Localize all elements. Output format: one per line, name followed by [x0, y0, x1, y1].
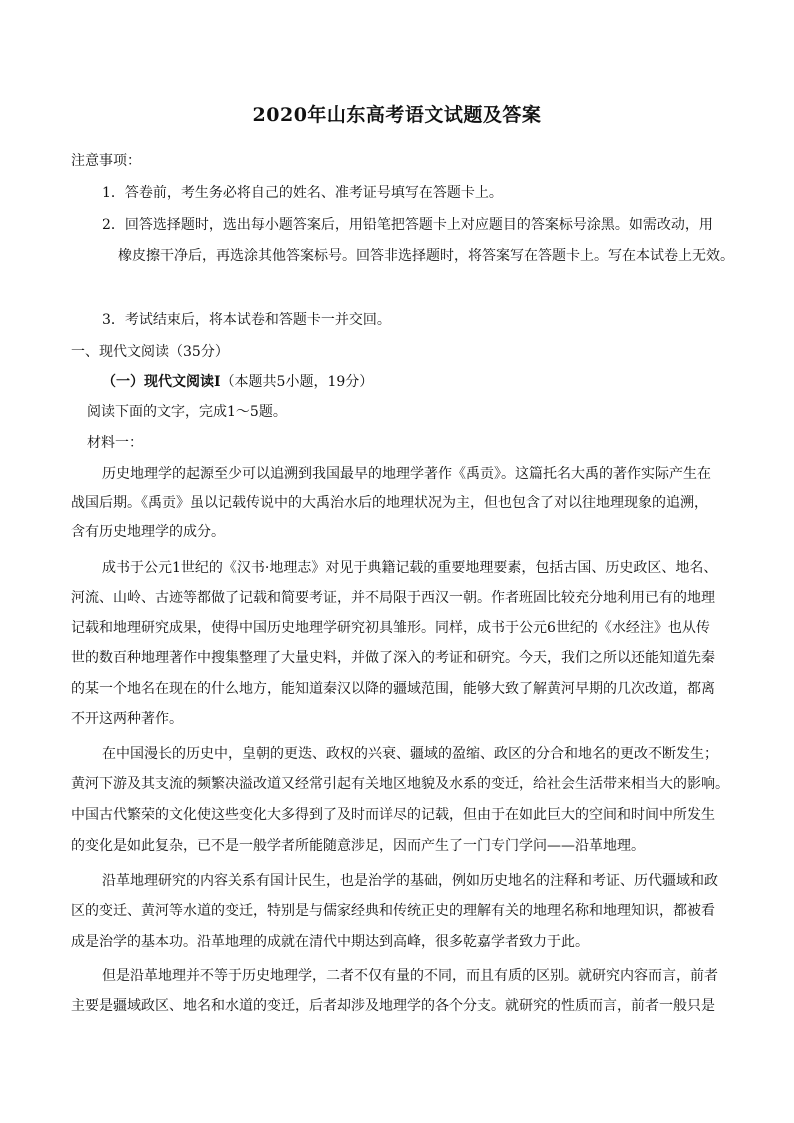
material-label: 材料一： [87, 435, 143, 451]
paragraph-3-line-2: 黄河下游及其支流的频繁决溢改道又经常引起有关地区地貌及水系的变迁，给社会生活带来相当大的影响。 [71, 776, 729, 792]
paragraph-1-line-2: 战国后期。《禹贡》虽以记载传说中的大禹治水后的地理状况为主，但也包含了对以往地理现象的追溯， [71, 495, 708, 511]
reading-instruction: 阅读下面的文字，完成1～5题。 [87, 404, 287, 420]
sub-section-heading [102, 372, 373, 392]
section-heading: 一、现代文阅读（35分） [71, 344, 229, 360]
page-title: 2020年山东高考语文试题及答案 [252, 104, 542, 126]
paragraph-1-line-3: 含有历史地理学的成分。 [71, 524, 225, 540]
sub-section-heading-bold: （一）现代文阅读Ⅰ [102, 374, 221, 390]
notice-heading: 注意事项： [71, 153, 141, 169]
paragraph-4-line-2: 区的变迁、黄河等水道的变迁，特别是与儒家经典和传统正史的理解有关的地理名称和地理知识，都被看 [71, 903, 715, 919]
sub-section-heading-note: （本题共5小题，19分） [220, 374, 374, 390]
paragraph-3-line-3: 中国古代繁荣的文化使这些变化大多得到了及时而详尽的记载，但由于在如此巨大的空间和时间中所发生 [71, 807, 715, 823]
paragraph-2-line-6: 不开这两种著作。 [71, 711, 183, 727]
paragraph-4-line-1: 沿革地理研究的内容关系有国计民生，也是治学的基础，例如历史地名的注释和考证、历代疆域和政 [102, 873, 718, 889]
paragraph-2-line-1: 成书于公元1世纪的《汉书·地理志》对见于典籍记载的重要地理要素，包括古国、历史政区、地名、 [102, 560, 718, 576]
paragraph-3-line-1: 在中国漫长的历史中，皇朝的更迭、政权的兴衰、疆域的盈缩、政区的分合和地名的更改不断发生； [102, 746, 718, 762]
notice-item-2-line-1: 2．回答选择题时，选出每小题答案后，用铅笔把答题卡上对应题目的答案标号涂黑。如需改动，用 [102, 217, 713, 233]
paragraph-5-line-1: 但是沿革地理并不等于历史地理学，二者不仅有量的不同，而且有质的区别。就研究内容而言，前者 [102, 968, 718, 984]
paragraph-1-line-1: 历史地理学的起源至少可以追溯到我国最早的地理学著作《禹贡》。这篇托名大禹的著作实际产生在 [102, 466, 711, 482]
notice-item-2-line-2: 橡皮擦干净后，再选涂其他答案标号。回答非选择题时，将答案写在答题卡上。写在本试卷上无效。 [118, 248, 734, 264]
paragraph-2-line-2: 河流、山岭、古迹等都做了记载和简要考证，并不局限于西汉一朝。作者班固比较充分地利用已有的地理 [71, 590, 715, 606]
paragraph-3-line-4: 的变化是如此复杂，已不是一般学者所能随意涉足，因而产生了一门专门学问——沿革地理。 [71, 838, 645, 854]
paragraph-5-line-2: 主要是疆域政区、地名和水道的变迁，后者却涉及地理学的各个分支。就研究的性质而言，前者一般只是 [71, 998, 715, 1014]
notice-item-1: 1．答卷前，考生务必将自己的姓名、准考证号填写在答题卡上。 [102, 185, 503, 201]
notice-item-3: 3．考试结束后，将本试卷和答题卡一并交回。 [102, 312, 391, 328]
paragraph-2-line-3: 记载和地理研究成果，使得中国历史地理学研究初具雏形。同样，成书于公元6世纪的《水经注》也从传 [71, 620, 710, 636]
paragraph-2-line-5: 的某一个地名在现在的什么地方，能知道秦汉以降的疆域范围，能够大致了解黄河早期的几次改道，都离 [71, 681, 715, 697]
paragraph-4-line-3: 成是治学的基本功。沿革地理的成就在清代中期达到高峰，很多乾嘉学者致力于此。 [71, 934, 589, 950]
paragraph-2-line-4: 世的数百种地理著作中搜集整理了大量史料，并做了深入的考证和研究。今天，我们之所以还能知道先秦 [71, 650, 715, 666]
